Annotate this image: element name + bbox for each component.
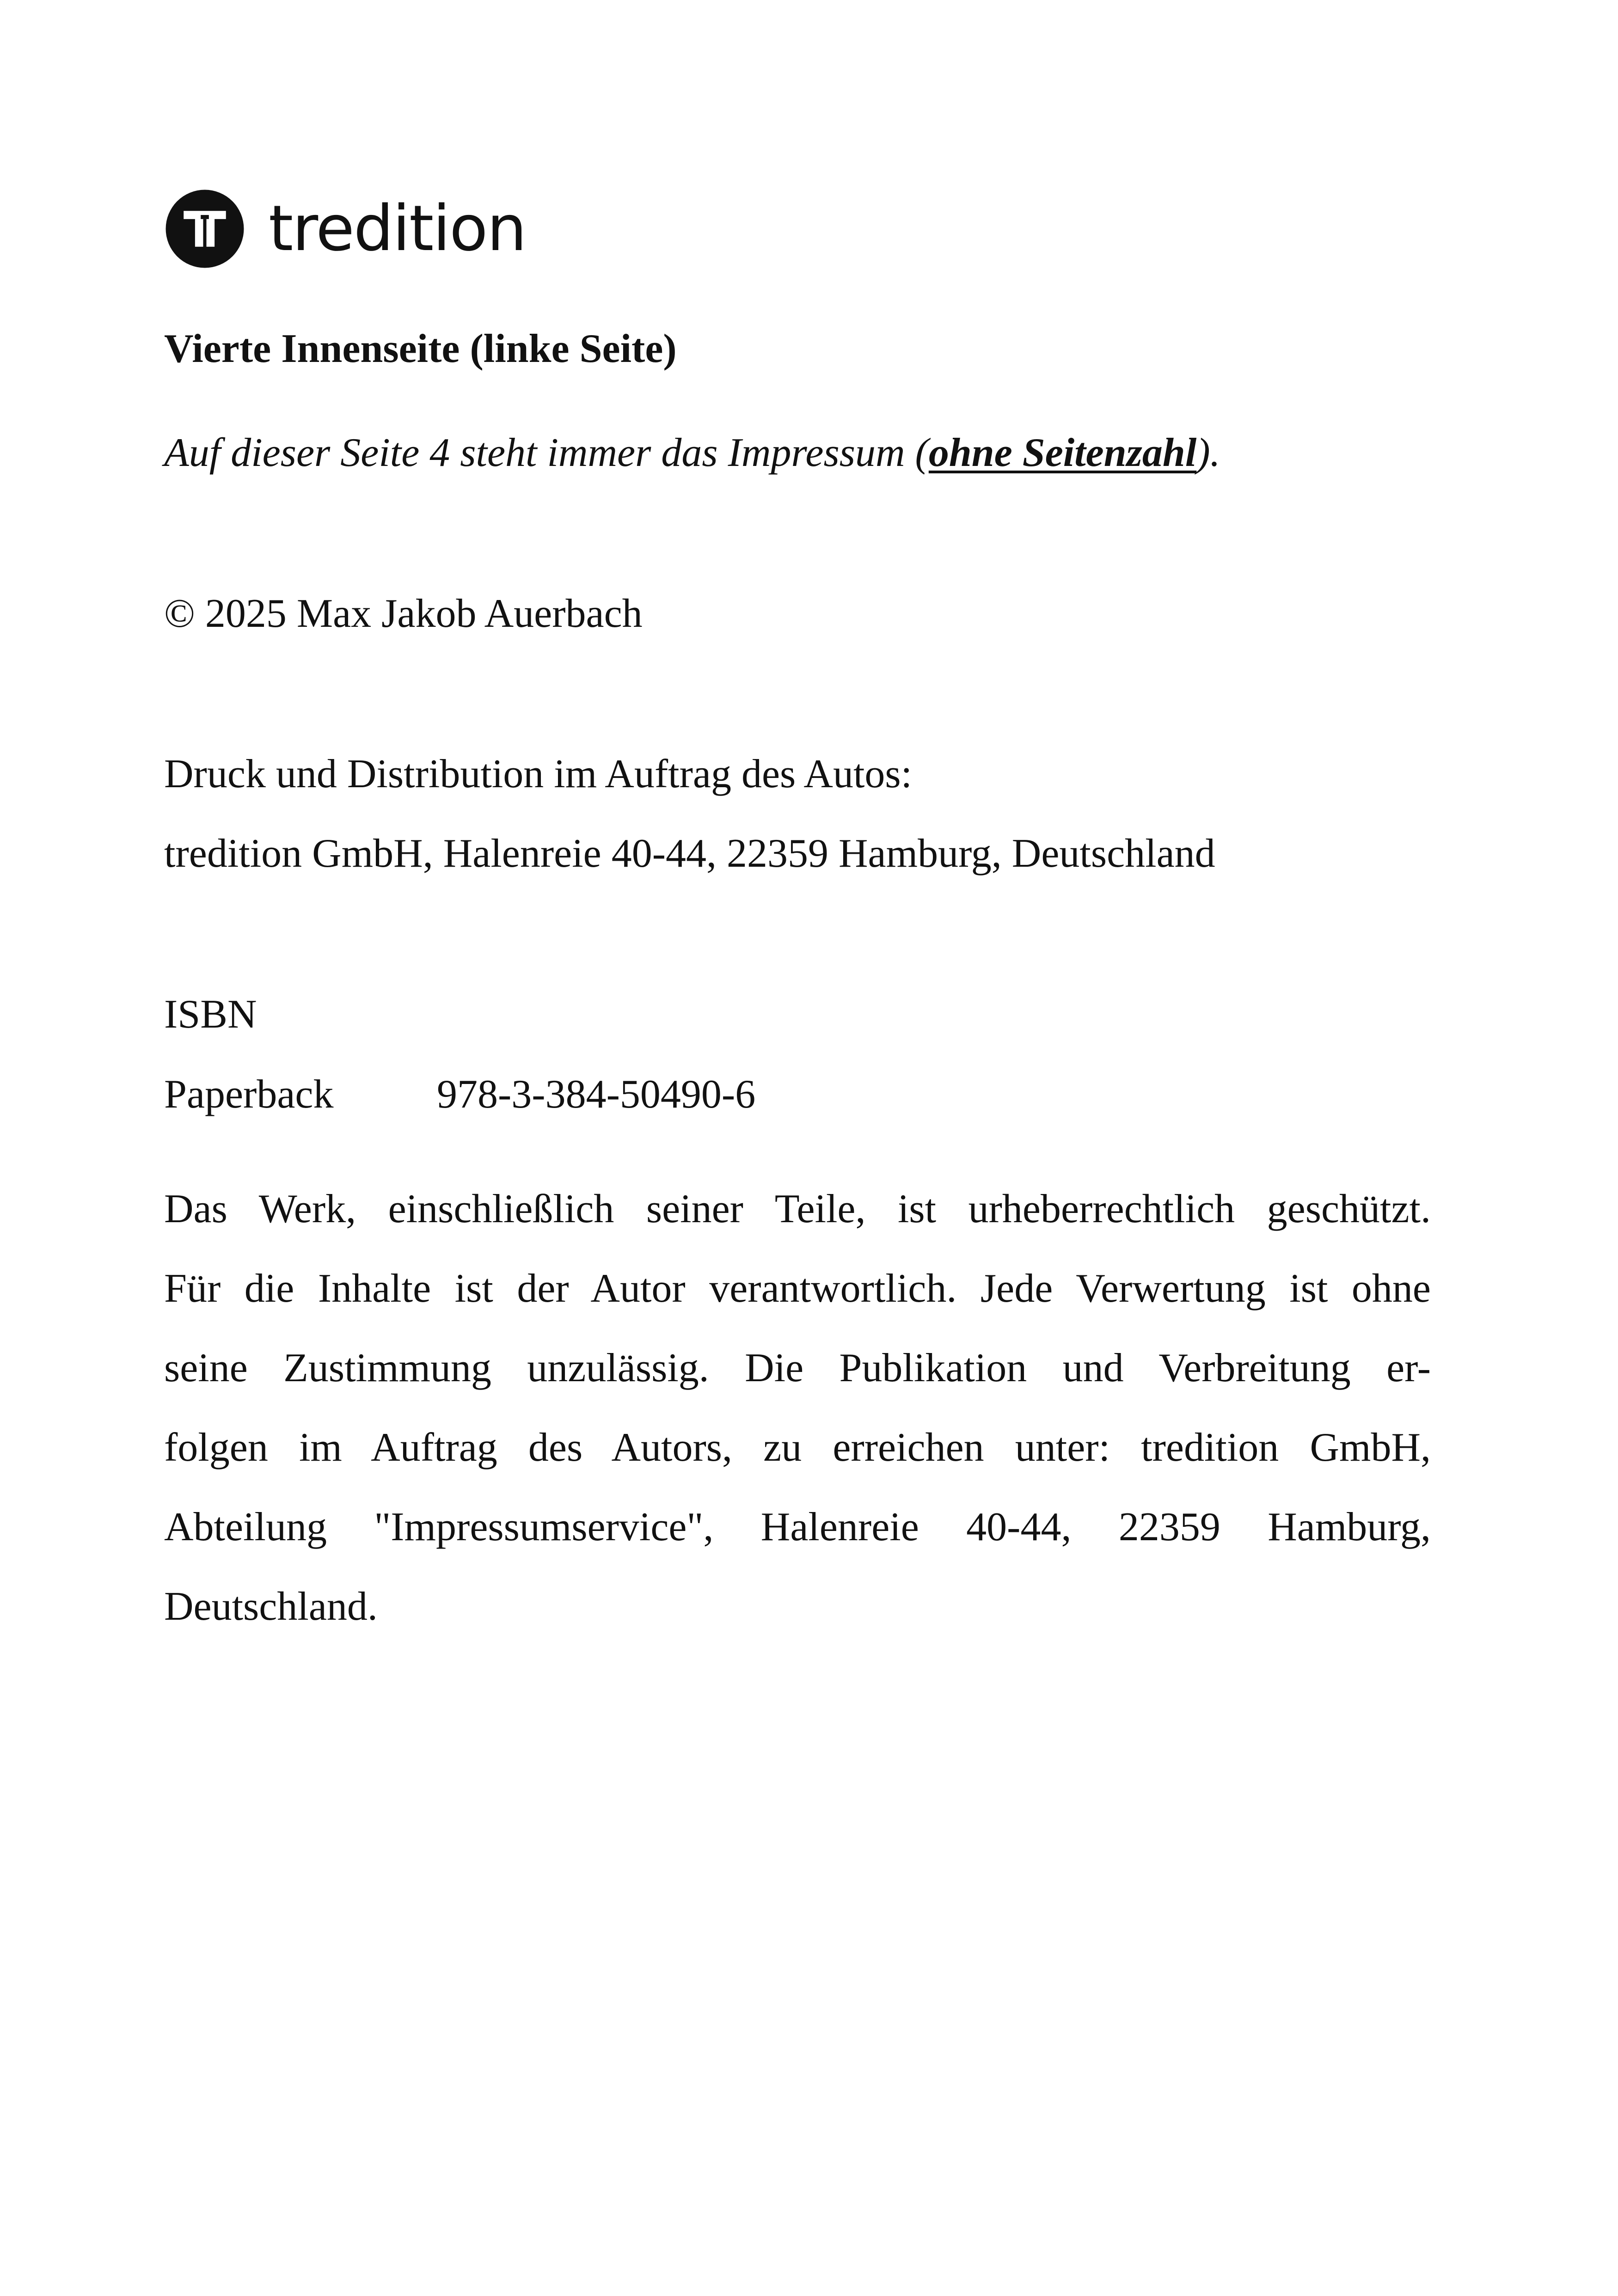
page-heading: Vierte Innenseite (linke Seite) (164, 326, 677, 371)
legal-line: seine Zustimmung unzulässig. Die Publikation und Verbreitung er- (164, 1346, 1431, 1390)
isbn-label: ISBN (164, 992, 257, 1037)
logo-wordmark: tredition (269, 192, 526, 265)
instruction-text (164, 430, 1220, 476)
publisher-logo (164, 187, 526, 270)
tredition-logo-icon (164, 188, 245, 269)
legal-line: Das Werk, einschließlich seiner Teile, ist urheberrechtlich geschützt. (164, 1187, 1431, 1231)
isbn-number: 978-3-384-50490-6 (437, 1072, 756, 1117)
legal-line: folgen im Auftrag des Autors, zu erreichen unter: tredition GmbH, (164, 1425, 1431, 1470)
legal-line: Deutschland. (164, 1584, 378, 1629)
instruction-suffix: ). (1196, 430, 1220, 475)
instruction-emphasis: ohne Seitenzahl (928, 430, 1197, 475)
isbn-row (164, 1071, 755, 1118)
isbn-type: Paperback (164, 1072, 334, 1117)
legal-line: Für die Inhalte ist der Autor verantwortlich. Jede Verwertung ist ohne (164, 1266, 1431, 1311)
printing-address: tredition GmbH, Halenreie 40-44, 22359 Hamburg, Deutschland (164, 831, 1215, 876)
legal-line: Abteilung "Impressumservice", Halenreie 40-44, 22359 Hamburg, (164, 1505, 1431, 1549)
copyright-line: © 2025 Max Jakob Auerbach (164, 591, 643, 636)
legal-notice (164, 1169, 1431, 1647)
printing-label: Druck und Distribution im Auftrag des Autos: (164, 752, 913, 796)
instruction-prefix: Auf dieser Seite 4 steht immer das Impressum ( (164, 430, 929, 475)
